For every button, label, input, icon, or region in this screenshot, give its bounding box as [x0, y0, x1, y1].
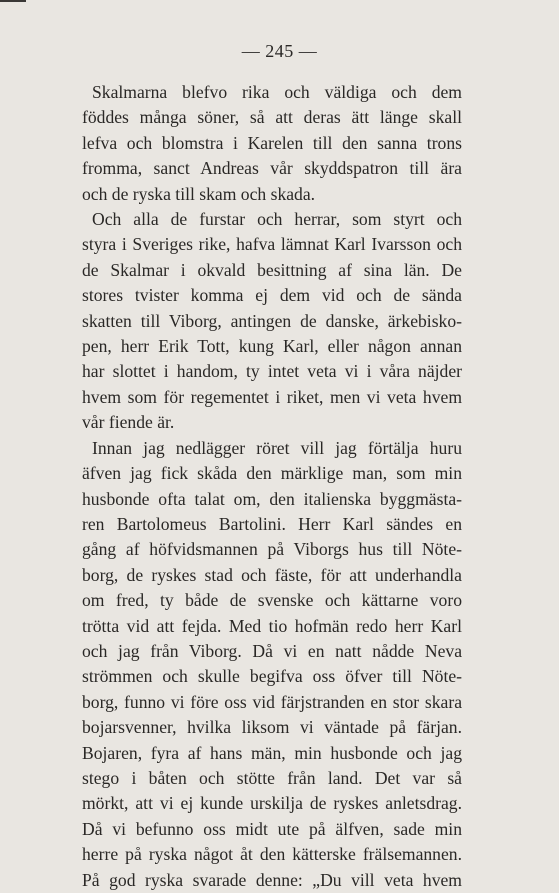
text-line: På god ryska svarade denne: „Du vill veta hvem: [82, 869, 462, 890]
text-line: bojarsvenner, hvilka liksom vi väntade på färjan.: [82, 717, 462, 738]
text-line: vår fiende är.: [82, 412, 175, 433]
page-number: — 245 —: [241, 41, 318, 61]
text-line: föddes många söner, så att deras ätt länge skall: [82, 107, 462, 128]
text-line: Innan jag nedlägger röret vill jag förtälja huru: [92, 437, 462, 458]
text-line: trötta vid att fejda. Med tio hofmän redo herr Karl: [82, 615, 462, 636]
text-line: herre på ryska något åt den kätterske frälsemannen.: [82, 844, 462, 865]
text-line: skatten till Viborg, antingen de danske, ärkebisko-: [82, 310, 462, 331]
text-line: styra i Sveriges rike, hafva lämnat Karl Ivarsson och: [82, 234, 462, 255]
text-line: strömmen och skulle begifva oss öfver till Nöte-: [82, 666, 462, 687]
text-line: stego i båten och stötte från land. Det var så: [82, 767, 462, 788]
text-line: har slottet i handom, ty intet veta vi i våra näjder: [82, 361, 462, 382]
text-line: husbonde ofta talat om, den italienska byggmästa-: [82, 488, 462, 509]
text-line: borg, de ryskes stad och fäste, för att underhandla: [82, 564, 462, 585]
text-line: och de ryska till skam och skada.: [82, 183, 316, 204]
text-line: fromma, sanct Andreas vår skyddspatron till ära: [82, 158, 462, 179]
text-line: ren Bartolomeus Bartolini. Herr Karl sändes en: [82, 513, 462, 534]
text-line: hvem som för regementet i riket, men vi veta hvem: [82, 386, 462, 407]
text-line: Och alla de furstar och herrar, som styrt och: [92, 209, 462, 230]
text-line: och jag från Viborg. Då vi en natt nådde Neva: [82, 640, 462, 661]
text-line: de Skalmar i okvald besittning af sina län. De: [82, 259, 462, 280]
text-line: Skalmarna blefvo rika och väldiga och dem: [92, 82, 462, 102]
text-line: om fred, ty både de svenske och kättarne voro: [82, 590, 462, 611]
text-line: borg, funno vi före oss vid färjstranden en stor skara: [82, 691, 462, 712]
text-line: pen, herr Erik Tott, kung Karl, eller någon annan: [82, 336, 462, 357]
text-line: stores tvister komma ej dem vid och de sända: [82, 285, 462, 306]
text-line: mörkt, att vi ej kunde urskilja de ryskes anletsdrag.: [82, 793, 462, 814]
text-line: Då vi befunno oss midt ute på älfven, sade min: [82, 818, 462, 839]
text-line: Bojaren, fyra af hans män, min husbonde och jag: [82, 742, 462, 763]
text-line: gång af höfvidsmannen på Viborgs hus till Nöte-: [82, 539, 462, 560]
text-line: lefva och blomstra i Karelen till den sanna trons: [82, 132, 462, 153]
body-text: [82, 80, 462, 893]
text-line: äfven jag fick skåda den märklige man, som min: [82, 463, 462, 484]
